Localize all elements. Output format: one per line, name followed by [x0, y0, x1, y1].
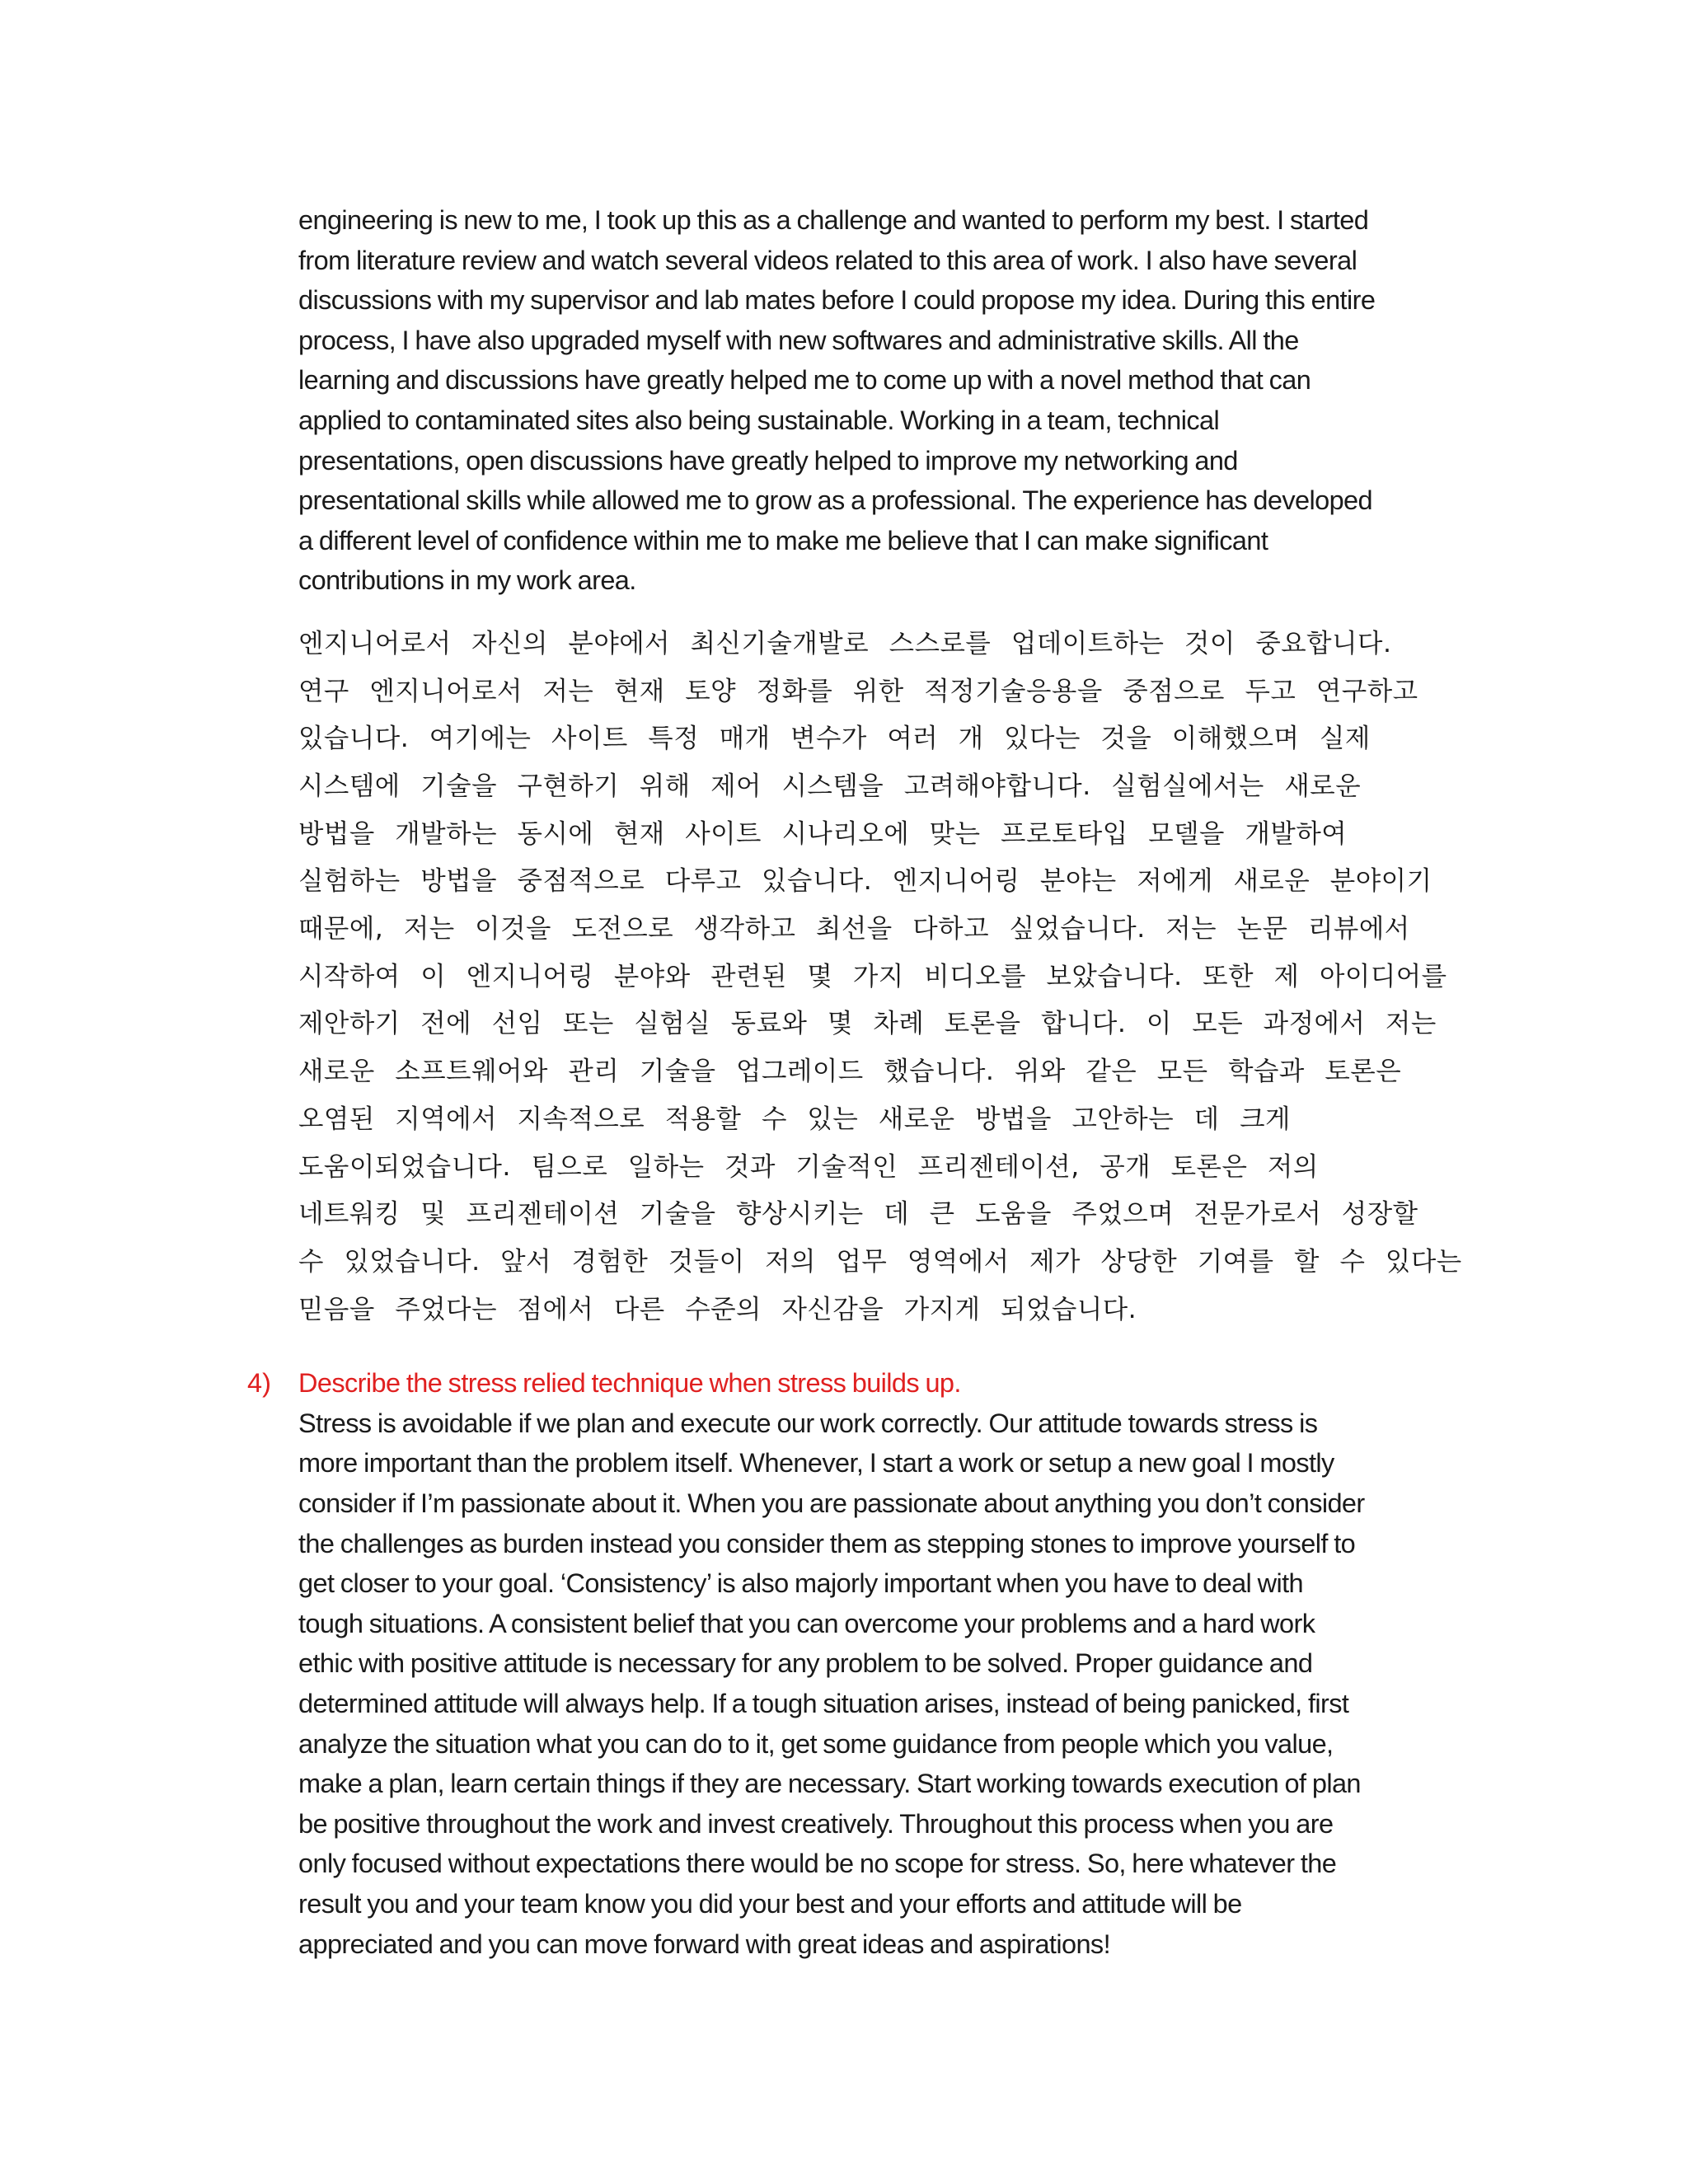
- text-line: 네트워킹 및 프리젠테이션 기술을 향상시키는 데 큰 도움을 주었으며 전문가로서 성장할: [298, 1199, 1418, 1230]
- text-line: 도움이되었습니다. 팀으로 일하는 것과 기술적인 프리젠테이션, 공개 토론은 저의: [298, 1151, 1319, 1182]
- text-line: tough situations. A consistent belief that you can overcome your problems and a hard work: [298, 1608, 1315, 1638]
- text-line: analyze the situation what you can do to it, get some guidance from people which you value,: [298, 1728, 1334, 1759]
- text-line: 시스템에 기술을 구현하기 위해 제어 시스템을 고려해야합니다. 실험실에서는 새로운: [298, 771, 1362, 801]
- text-line: engineering is new to me, I took up this as a challenge and wanted to perform my best. I started: [298, 205, 1369, 235]
- question-number: 4): [247, 1368, 271, 1399]
- text-line: learning and discussions have greatly helped me to come up with a novel method that can: [298, 365, 1311, 396]
- text-line: determined attitude will always help. If a tough situation arises, instead of being panicked, first: [298, 1689, 1349, 1718]
- text-line: consider if I’m passionate about it. When you are passionate about anything you don’t consider: [298, 1488, 1365, 1519]
- text-line: get closer to your goal. ‘Consistency’ is also majorly important when you have to deal with: [298, 1568, 1303, 1599]
- text-line: be positive throughout the work and invest creatively. Throughout this process when you are: [298, 1808, 1334, 1839]
- text-line: only focused without expectations there would be no scope for stress. So, here whatever the: [298, 1849, 1337, 1879]
- text-line: 시작하여 이 엔지니어링 분야와 관련된 몇 가지 비디오를 보았습니다. 또한 제 아이디어를: [298, 961, 1447, 991]
- text-line: 믿음을 주었다는 점에서 다른 수준의 자신감을 가지게 되었습니다.: [298, 1294, 1137, 1324]
- text-line: 실험하는 방법을 중점적으로 다루고 있습니다. 엔지니어링 분야는 저에게 새로운 분야이기: [298, 866, 1432, 897]
- text-line: 오염된 지역에서 지속적으로 적용할 수 있는 새로운 방법을 고안하는 데 크게: [298, 1104, 1291, 1134]
- text-line: presentational skills while allowed me to grow as a professional. The experience has developed: [298, 485, 1373, 516]
- text-line: result you and your team know you did your best and your efforts and attitude will be: [298, 1888, 1242, 1919]
- question-answer: [298, 1404, 1485, 1964]
- text-line: presentations, open discussions have greatly helped to improve my networking and: [298, 445, 1238, 476]
- text-line: 있습니다. 여기에는 사이트 특정 매개 변수가 여러 개 있다는 것을 이해했으며 실제: [298, 724, 1371, 754]
- text-line: appreciated and you can move forward with great ideas and aspirations!: [298, 1929, 1111, 1959]
- text-line: 수 있었습니다. 앞서 경험한 것들이 저의 업무 영역에서 제가 상당한 기여를 할 수 있다는: [298, 1246, 1462, 1277]
- page-content: [247, 200, 1485, 1964]
- paragraph-korean: [298, 621, 1485, 1333]
- text-line: discussions with my supervisor and lab mates before I could propose my idea. During this entire: [298, 285, 1376, 316]
- text-line: process, I have also upgraded myself with new softwares and administrative skills. All the: [298, 325, 1299, 355]
- text-line: Stress is avoidable if we plan and execute our work correctly. Our attitude towards stress is: [298, 1408, 1318, 1438]
- text-line: applied to contaminated sites also being sustainable. Working in a team, technical: [298, 405, 1220, 435]
- question-title: Describe the stress relied technique when stress builds up.: [298, 1368, 961, 1399]
- text-line: 새로운 소프트웨어와 관리 기술을 업그레이드 했습니다. 위와 같은 모든 학습과 토론은: [298, 1057, 1402, 1087]
- text-line: make a plan, learn certain things if they are necessary. Start working towards execution of plan: [298, 1769, 1361, 1799]
- question-4-section: [247, 1363, 1485, 1964]
- text-line: a different level of confidence within me to make me believe that I can make significant: [298, 525, 1268, 555]
- text-line: ethic with positive attitude is necessary for any problem to be solved. Proper guidance and: [298, 1648, 1313, 1679]
- text-line: 방법을 개발하는 동시에 현재 사이트 시나리오에 맞는 프로토타입 모델을 개발하여: [298, 818, 1348, 849]
- text-line: 연구 엔지니어로서 저는 현재 토양 정화를 위한 적정기술응용을 중점으로 두고 연구하고: [298, 676, 1418, 706]
- text-line: 때문에, 저는 이것을 도전으로 생각하고 최선을 다하고 싶었습니다. 저는 논문 리뷰에서: [298, 914, 1410, 944]
- text-line: 엔지니어로서 자신의 분야에서 최신기술개발로 스스로를 업데이트하는 것이 중요합니다.: [298, 628, 1392, 658]
- text-line: 제안하기 전에 선임 또는 실험실 동료와 몇 차례 토론을 합니다. 이 모든 과정에서 저는: [298, 1009, 1437, 1039]
- text-line: from literature review and watch several videos related to this area of work. I also have several: [298, 245, 1357, 275]
- paragraph-english: [298, 200, 1485, 601]
- text-line: contributions in my work area.: [298, 565, 636, 596]
- text-line: the challenges as burden instead you consider them as stepping stones to improve yourself to: [298, 1528, 1356, 1558]
- text-line: more important than the problem itself. Whenever, I start a work or setup a new goal I mostly: [298, 1448, 1334, 1479]
